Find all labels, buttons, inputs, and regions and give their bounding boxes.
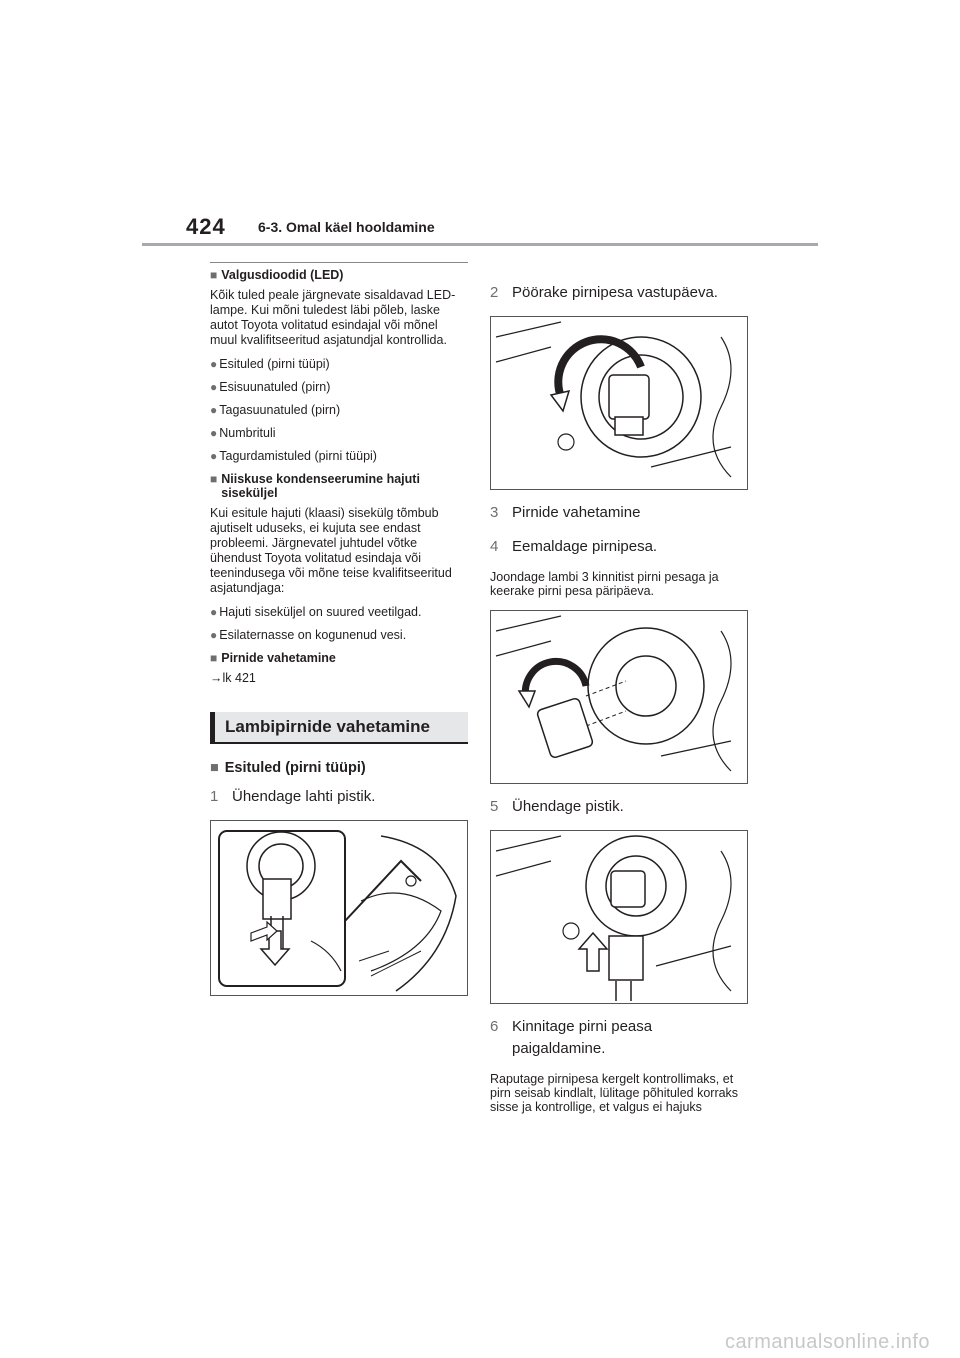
- headlight-illustration-icon: [211, 821, 467, 995]
- led-item: ● Tagurdamistuled (pirni tüüpi): [210, 449, 377, 463]
- step-3: 3 Pirnide vahetamine: [490, 504, 641, 521]
- moisture-heading: ■ Niiskuse kondenseerumine hajuti siseküljel: [210, 472, 420, 500]
- step-1: 1 Ühendage lahti pistik.: [210, 788, 376, 805]
- bulb-heading: ■ Pirnide vahetamine: [210, 651, 336, 665]
- square-bullet-icon: ■: [210, 760, 219, 776]
- square-bullet-icon: ■: [210, 268, 218, 282]
- led-heading: ■ Valgusdioodid (LED): [210, 268, 344, 282]
- figure-rotate-socket: [490, 316, 748, 490]
- moisture-text: Kui esitule hajuti (klaasi) sisekülg tõmbub ajutiselt uduseks, ei kujuta see endast probleemi. Järgnevatel juhtudel võtke ühendust Toyota volitatud esindaja või teenindusega või mõne teise kvalifitseeritud asjatundjaga:: [210, 506, 452, 595]
- led-item: ● Esituled (pirni tüüpi): [210, 357, 330, 371]
- step-2: 2 Pöörake pirnipesa vastupäeva.: [490, 284, 718, 301]
- step-4: 4 Eemaldage pirnipesa.: [490, 538, 658, 555]
- moisture-item: ● Hajuti siseküljel on suured veetilgad.: [210, 605, 422, 619]
- page-reference-link[interactable]: →lk 421: [210, 671, 256, 685]
- step-6-note: Raputage pirnipesa kergelt kontrollimaks, et pirn seisab kindlalt, lülitage põhituled korraks sisse ja kontrollige, et valgus ei hajuks: [490, 1072, 739, 1114]
- led-item: ● Tagasuunatuled (pirn): [210, 403, 341, 417]
- led-item: ● Numbrituli: [210, 426, 276, 440]
- right-column: [490, 282, 748, 1126]
- left-column: [210, 262, 468, 996]
- step-4-note: Joondage lambi 3 kinnitist pirni pesaga ja keerake pirni pesa päripäeva.: [490, 570, 719, 598]
- headlight-illustration-icon: [491, 831, 747, 1003]
- headlight-illustration-icon: [491, 317, 747, 489]
- circle-bullet-icon: ●: [210, 380, 218, 394]
- led-text: Kõik tuled peale järgnevate sisaldavad LED-lampe. Kui mõni tuledest läbi põleb, laske autot Toyota volitatud esindajal või mõnel muul kvalifitseeritud asjatundjal kontrollida.: [210, 288, 456, 347]
- circle-bullet-icon: ●: [210, 628, 218, 642]
- headlight-illustration-icon: [491, 611, 747, 783]
- section-title: 6-3. Omal käel hooldamine: [258, 219, 435, 235]
- figure-remove-socket: [490, 610, 748, 784]
- figure-connect-connector: [490, 830, 748, 1004]
- column-top-rule: [210, 262, 468, 263]
- circle-bullet-icon: ●: [210, 426, 218, 440]
- headlight-subheading: ■ Esituled (pirni tüüpi): [210, 760, 366, 776]
- watermark: carmanualsonline.info: [724, 1331, 930, 1353]
- circle-bullet-icon: ●: [210, 605, 218, 619]
- step-5: 5 Ühendage pistik.: [490, 798, 624, 815]
- circle-bullet-icon: ●: [210, 357, 218, 371]
- square-bullet-icon: ■: [210, 472, 218, 486]
- header-rule: [142, 243, 818, 246]
- lamp-replacement-heading: Lambipirnide vahetamine: [210, 712, 468, 744]
- circle-bullet-icon: ●: [210, 449, 218, 463]
- page-number: 424: [186, 214, 226, 239]
- circle-bullet-icon: ●: [210, 403, 218, 417]
- led-item: ● Esisuunatuled (pirn): [210, 380, 331, 394]
- square-bullet-icon: ■: [210, 651, 218, 665]
- figure-disconnect-connector: [210, 820, 468, 996]
- moisture-item: ● Esilaternasse on kogunenud vesi.: [210, 628, 407, 642]
- step-6: 6 Kinnitage pirni peasa paigaldamine.: [490, 1018, 653, 1057]
